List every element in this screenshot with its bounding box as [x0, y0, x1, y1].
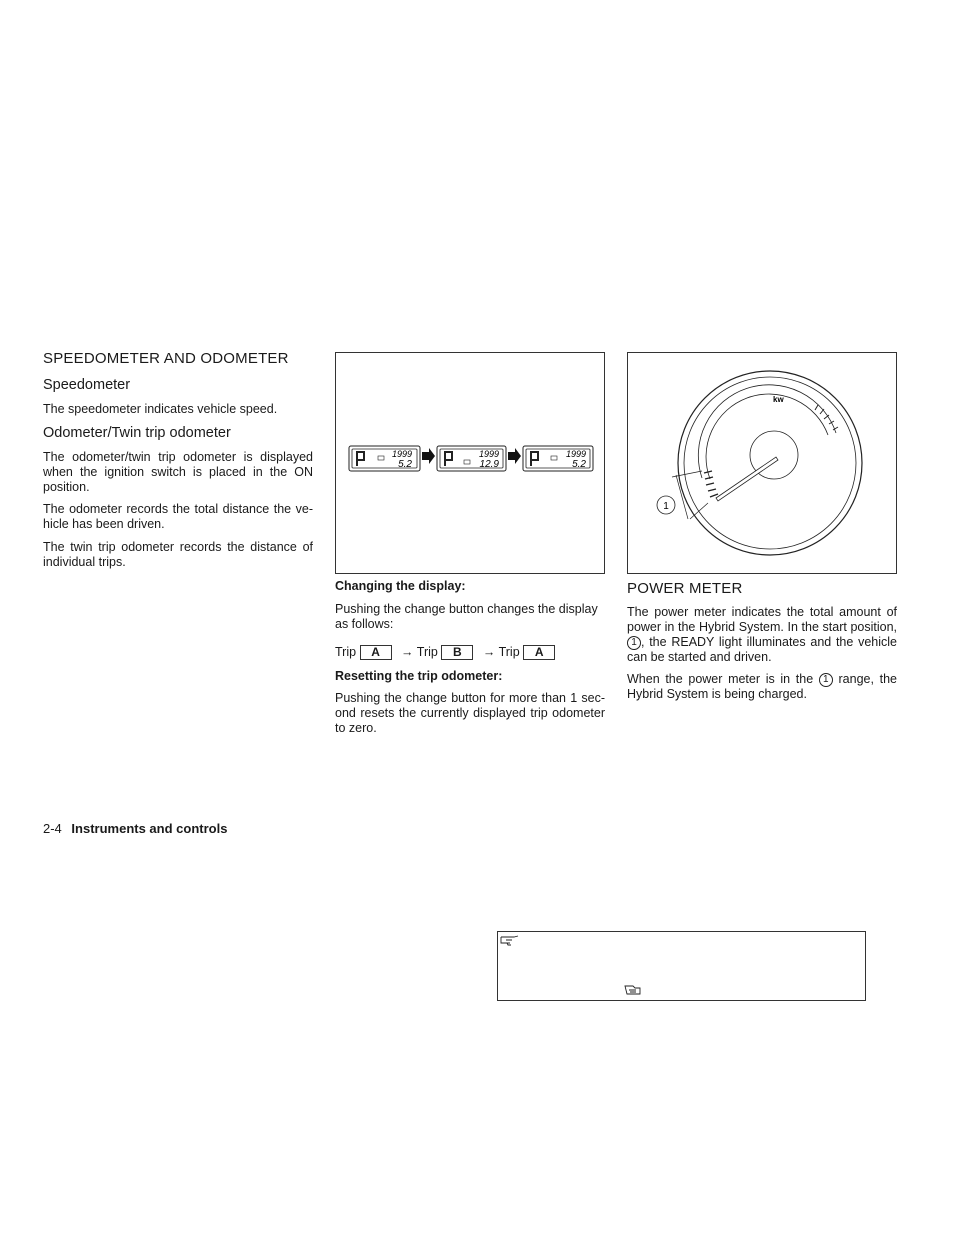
speedometer-text: The speedometer indicates vehicle speed.: [43, 402, 278, 416]
power-meter-title: POWER METER: [627, 580, 743, 597]
chapter-title: Instruments and controls: [71, 821, 228, 836]
reference-box: [497, 931, 866, 1001]
display-panel-3: [523, 446, 593, 471]
kw-label: kw: [773, 395, 784, 404]
sequence-arrow: →: [482, 645, 496, 659]
display-panel-2: [437, 446, 506, 471]
changing-display-text: Pushing the change button changes the display as follows:: [335, 602, 598, 631]
changing-display-heading: Changing the display:: [335, 579, 466, 593]
panel-1-trip: 5.2: [398, 459, 412, 470]
power-meter-gauge: [628, 353, 896, 573]
trip-word: Trip: [416, 645, 438, 659]
sequence-arrow: →: [401, 645, 414, 659]
odometer-paragraph-1: The odometer/twin trip odometer is displayed when the ignition switch is placed in the ON position.: [43, 450, 313, 494]
speedometer-heading: Speedometer: [43, 377, 131, 393]
page-footer: [43, 821, 227, 836]
section-title: SPEEDOMETER AND ODOMETER: [43, 350, 289, 367]
odometer-heading: Odometer/Twin trip odometer: [43, 425, 231, 441]
trip-label-a: A: [523, 645, 555, 660]
trip-word: Trip: [498, 645, 520, 659]
right-arrow-icon: [508, 448, 521, 464]
panel-2-odometer: 1999: [478, 449, 499, 459]
trip-word: Trip: [335, 645, 357, 659]
display-sequence-figure: [335, 352, 605, 574]
resetting-text: Pushing the change button for more than 1 sec- ond resets the currently displayed trip odometer to zero.: [335, 691, 605, 735]
display-panel-1: [349, 446, 420, 471]
callout-1-icon: 1: [819, 673, 833, 687]
panel-1-odometer: 1999: [391, 449, 412, 459]
p1-text-after: , the READY light illuminates and the vehicle can be started and driven.: [627, 635, 897, 664]
resetting-heading: Resetting the trip odometer:: [335, 669, 503, 683]
power-meter-paragraph-2: [627, 672, 897, 702]
panel-3-trip: 5.2: [572, 459, 586, 470]
callout-number: 1: [663, 501, 669, 512]
p1-text-before: The power meter indicates the total amount of power in the Hybrid System. In the start position,: [627, 605, 897, 634]
p2-text-after: range, the Hybrid System is being charged.: [627, 672, 897, 701]
pointing-hand-icon: [624, 984, 642, 996]
callout-1-icon: 1: [627, 636, 641, 650]
power-meter-figure: [627, 352, 897, 574]
trip-sequence: [335, 645, 555, 660]
page-number: 2-4: [43, 821, 62, 836]
pointing-hand-icon: [500, 934, 520, 946]
panel-3-odometer: 1999: [565, 449, 586, 459]
trip-label-b: B: [441, 645, 473, 660]
odometer-paragraph-2: The odometer records the total distance the ve- hicle has been driven.: [43, 502, 313, 531]
p2-text-before: When the power meter is in the: [627, 672, 814, 686]
right-arrow-icon: [422, 448, 435, 464]
odometer-paragraph-3: The twin trip odometer records the distance of individual trips.: [43, 540, 313, 569]
trip-label-a: A: [360, 645, 392, 660]
panel-2-trip: 12.9: [479, 459, 499, 470]
power-meter-paragraph-1: [627, 605, 897, 665]
odometer-display-diagram: [336, 353, 604, 573]
